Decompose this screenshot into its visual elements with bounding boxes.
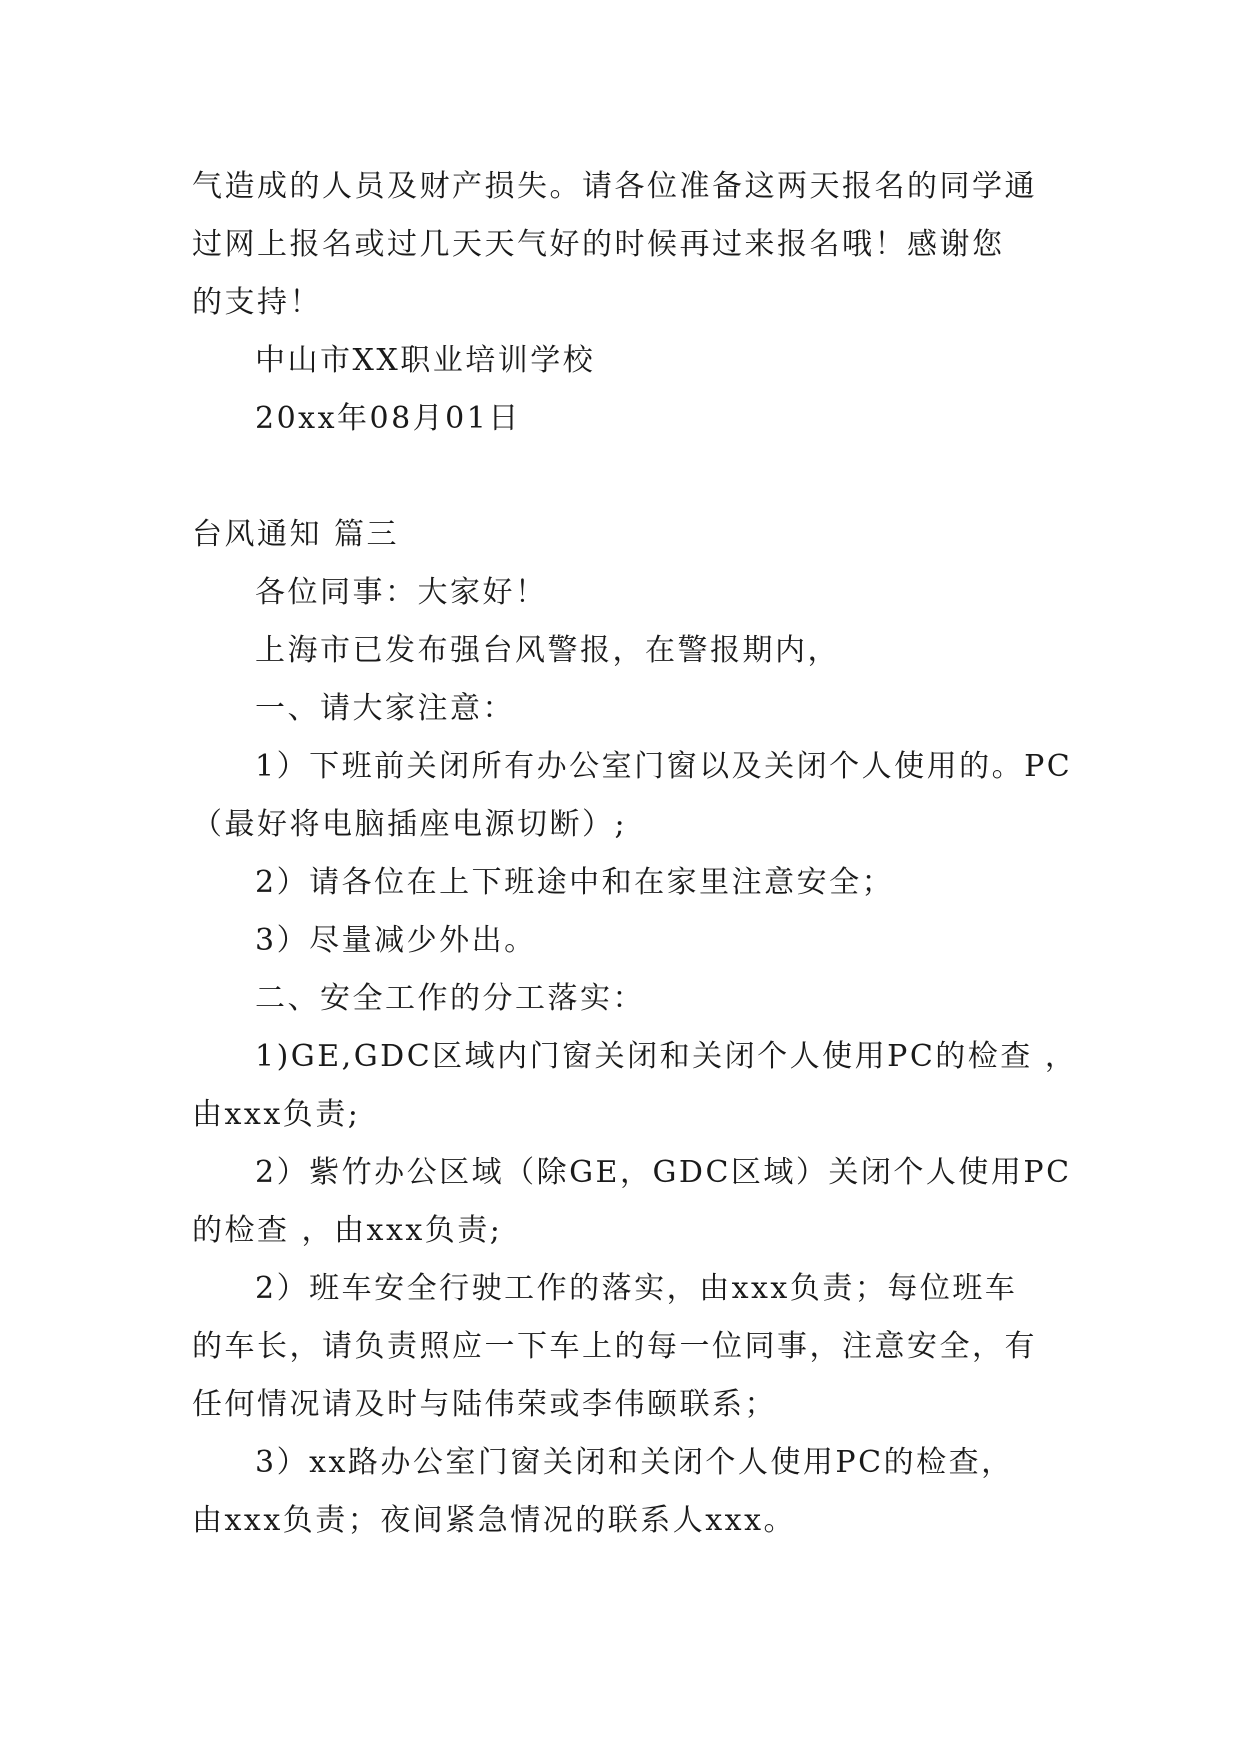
list-item: 3）xx路办公室门窗关闭和关闭个人使用PC的检查， [255,1445,1014,1480]
text-line: 过网上报名或过几天天气好的时候再过来报名哦！感谢您 [192,227,1005,262]
text-line: 气造成的人员及财产损失。请各位准备这两天报名的同学通 [192,169,1037,204]
text-line: 的支持！ [192,285,322,320]
list-item-continuation: 由xxx负责; [192,1097,361,1132]
part-one-heading: 一、请大家注意： [255,691,515,726]
list-item-continuation: 由xxx负责；夜间紧急情况的联系人xxx。 [192,1503,797,1538]
part-two-heading: 二、安全工作的分工落实： [255,981,645,1016]
list-item-continuation: 任何情况请及时与陆伟荣或李伟颐联系； [192,1387,777,1422]
list-item: 2）请各位在上下班途中和在家里注意安全； [255,865,895,900]
signature-org: 中山市XX职业培训学校 [255,343,596,378]
list-item: 1）下班前关闭所有办公室门窗以及关闭个人使用的。PC [255,749,1073,784]
greeting: 各位同事：大家好！ [255,575,548,610]
document-page [192,158,1078,1550]
list-item-continuation: 的车长，请负责照应一下车上的每一位同事，注意安全，有 [192,1329,1037,1364]
spacer [192,448,1052,506]
list-item: 1)GE,GDC区域内门窗关闭和关闭个人使用PC的检查 ， [255,1039,1078,1074]
list-item: 3）尽量减少外出。 [255,923,537,958]
section-title: 台风通知 篇三 [192,517,400,552]
signature-date: 20xx年08月01日 [255,401,521,436]
list-item-continuation: 的检查 ，由xxx负责; [192,1213,503,1248]
list-item: 2）紫竹办公区域（除GE，GDC区域）关闭个人使用PC [255,1155,1072,1190]
list-item: 2）班车安全行驶工作的落实，由xxx负责；每位班车 [255,1271,1018,1306]
list-item-continuation: （最好将电脑插座电源切断）; [192,807,628,842]
intro-paragraph: 上海市已发布强台风警报，在警报期内， [255,633,840,668]
